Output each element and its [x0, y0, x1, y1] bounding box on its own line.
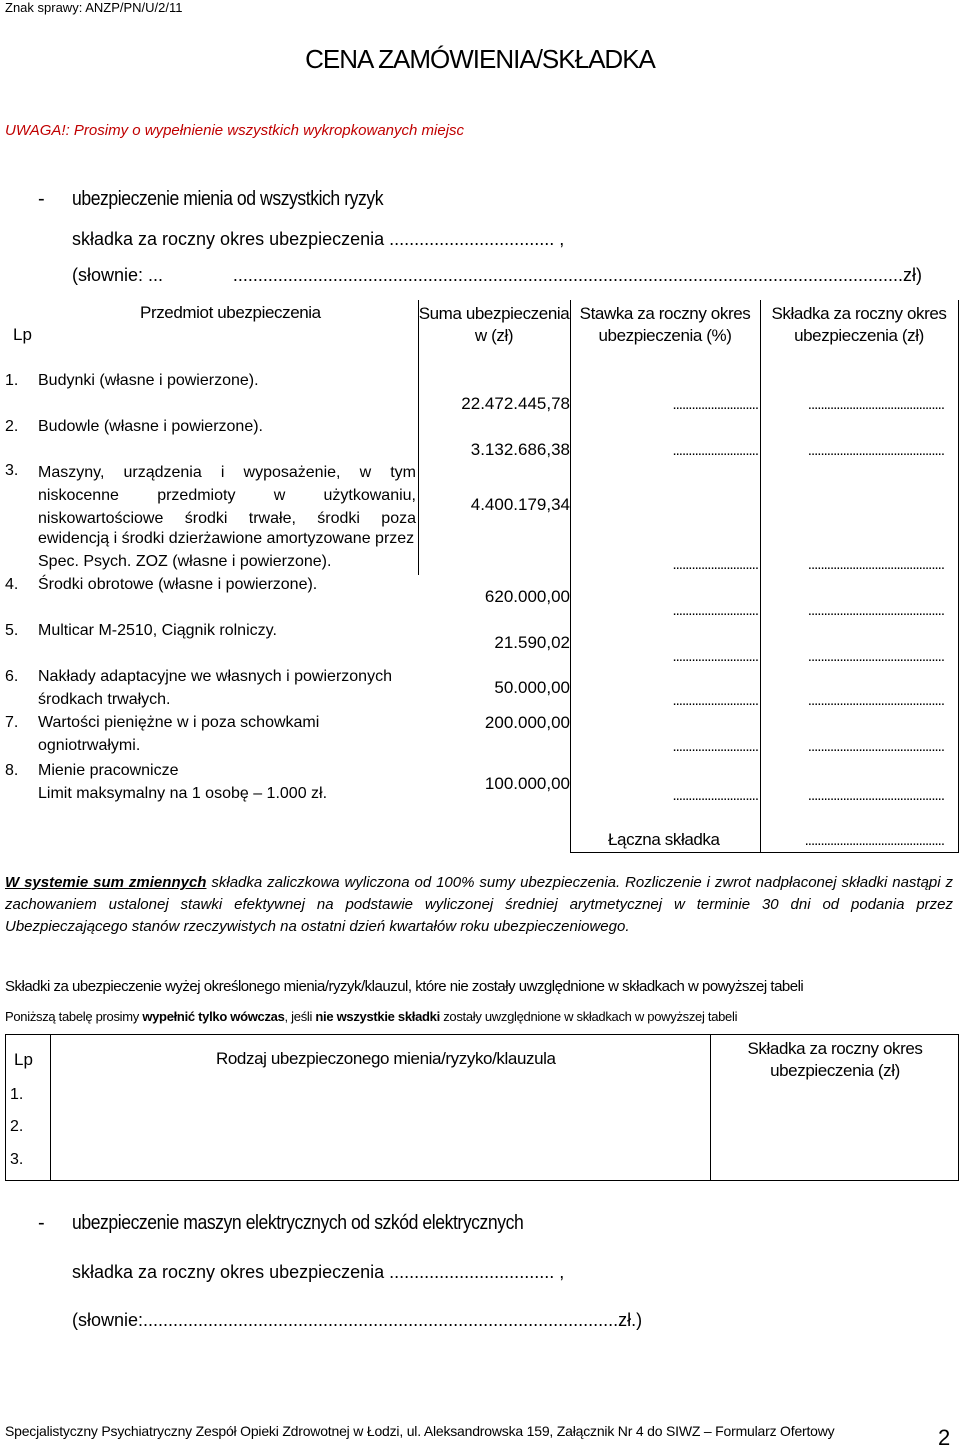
table-divider [760, 300, 761, 852]
total-premium-blank: ............................................ [804, 832, 944, 849]
row-rate-blank: ........................... [672, 648, 758, 665]
row-rate-blank: ........................... [672, 396, 758, 413]
row-sum: 100.000,00 [484, 774, 570, 793]
header-sum: Suma ubezpieczenia w (zł) [418, 304, 570, 345]
additional-premiums-heading: Składki za ubezpieczenie wyżej określonego mienia/ryzyk/klauzul, które nie zostały uwzględnione w składkach w powyższej tabeli [5, 978, 804, 995]
row-rate-blank: ........................... [672, 442, 758, 459]
row-subject: ewidencją i środki dzierżawione amortyzowane przez [38, 530, 415, 547]
row-premium-blank: ........................................... [807, 396, 944, 413]
row-subject: Mienie pracownicze [38, 762, 179, 779]
row-number: 3. [5, 462, 19, 479]
row-number: 8. [5, 762, 19, 779]
row-rate-blank: ........................... [672, 602, 758, 619]
row-premium-blank: ........................................... [807, 602, 944, 619]
row-number: 2. [5, 418, 19, 435]
row-subject: Multicar M-2510, Ciągnik rolniczy. [38, 622, 277, 639]
section1-heading: ubezpieczenie mienia od wszystkich ryzyk [72, 188, 384, 210]
row-sum: 22.472.445,78 [461, 394, 570, 413]
row-premium-blank: ........................................... [807, 738, 944, 755]
extra-header-lp: Lp [14, 1050, 33, 1069]
row-sum: 3.132.686,38 [470, 440, 570, 459]
row-subject: ogniotrwałymi. [38, 737, 141, 754]
header-rate: Stawka za roczny okres ubezpieczenia (%) [579, 304, 751, 345]
table-top-line [5, 1034, 959, 1035]
row-subject: niskocenne przedmioty w użytkowaniu, [38, 487, 416, 504]
table-divider [570, 300, 571, 852]
row-subject: środkach trwałych. [38, 691, 171, 708]
row-subject: Budowle (własne i powierzone). [38, 418, 263, 435]
row-subject: Budynki (własne i powierzone). [38, 372, 259, 389]
section1-words-start: (słownie: ... [72, 265, 164, 285]
header-subject: Przedmiot ubezpieczenia [140, 303, 321, 322]
row-sum: 4.400.179,34 [470, 495, 570, 514]
row-sum: 620.000,00 [484, 587, 570, 606]
row-subject: Środki obrotowe (własne i powierzone). [38, 576, 318, 593]
row-sum: 21.590,02 [494, 633, 570, 652]
warning-note: UWAGA!: Prosimy o wypełnienie wszystkich wykropkowanych miejsc [5, 122, 465, 139]
table-divider [5, 1034, 6, 1181]
additional-premiums-instruction: Poniższą tabelę prosimy wypełnić tylko wówczas, jeśli nie wszystkie składki zostały uwzględnione w składkach w powyższej tabeli [5, 1009, 738, 1024]
row-subject: Nakłady adaptacyjne we własnych i powierzonych [38, 668, 392, 685]
row-number: 1. [5, 372, 19, 389]
row-rate-blank: ........................... [672, 556, 758, 573]
section2-heading: ubezpieczenie maszyn elektrycznych od szkód elektrycznych [72, 1212, 524, 1234]
row-subject: Limit maksymalny na 1 osobę – 1.000 zł. [38, 785, 328, 802]
row-subject: niskowartościowe środki trwałe, środki poza [38, 510, 416, 527]
row-number: 6. [5, 668, 19, 685]
table-divider [958, 300, 959, 852]
row-rate-blank: ........................... [672, 787, 758, 804]
page-number: 2 [938, 1425, 951, 1450]
row-subject: Maszyny, urządzenia i wyposażenie, w tym [38, 464, 416, 481]
row-rate-blank: ........................... [672, 692, 758, 709]
extra-header-type: Rodzaj ubezpieczonego mienia/ryzyko/klauzula [216, 1049, 556, 1068]
row-premium-blank: ........................................... [807, 787, 944, 804]
section2-words-line: (słownie:...............................................................................................zł.) [72, 1310, 643, 1330]
table-divider [710, 1034, 711, 1181]
section1-bullet: - [38, 188, 45, 210]
row-sum: 200.000,00 [484, 713, 570, 732]
table-bottom-line [570, 852, 959, 853]
page-title: CENA ZAMÓWIENIA/SKŁADKA [305, 44, 655, 74]
section2-premium-line: składka za roczny okres ubezpieczenia ................................. , [72, 1262, 565, 1282]
total-premium-label: Łączna składka [608, 830, 720, 849]
extra-row-number: 3. [10, 1151, 24, 1168]
header-lp: Lp [13, 325, 32, 344]
row-premium-blank: ........................................... [807, 556, 944, 573]
row-sum: 50.000,00 [494, 678, 570, 697]
footer-text: Specjalistyczny Psychiatryczny Zespół Opieki Zdrowotnej w Łodzi, ul. Aleksandrowska 159, Załącznik Nr 4 do SIWZ – Formularz Ofertowy [5, 1423, 835, 1439]
table-divider [50, 1034, 51, 1181]
variable-sum-note: W systemie sum zmiennych składka zaliczkowa wyliczona od 100% sumy ubezpieczenia. Rozliczenie i zwrot nadpłaconej składki nastąpi z zachowaniem ustalonej stawki efektywnej na podstawie wyliczonej średniej arytmetycznej w terminie 30 dni od podania przez Ubezpieczającego stanów rzeczywistych na ostatni dzień kwartałów roku ubezpieczeniowego. [5, 874, 953, 935]
row-premium-blank: ........................................... [807, 648, 944, 665]
row-number: 5. [5, 622, 19, 639]
case-reference: Znak sprawy: ANZP/PN/U/2/11 [5, 0, 183, 15]
extra-row-number: 1. [10, 1086, 24, 1103]
header-premium: Składka za roczny okres ubezpieczenia (zł) [771, 304, 947, 345]
row-number: 4. [5, 576, 19, 593]
table-divider [958, 1034, 959, 1181]
row-premium-blank: ........................................... [807, 692, 944, 709]
row-subject: Spec. Psych. ZOZ (własne i powierzone). [38, 553, 332, 570]
row-number: 7. [5, 714, 19, 731]
row-subject: Wartości pieniężne w i poza schowkami [38, 714, 320, 731]
row-premium-blank: ........................................... [807, 442, 944, 459]
section1-premium-line: składka za roczny okres ubezpieczenia ................................. , [72, 229, 565, 249]
extra-row-number: 2. [10, 1118, 24, 1135]
extra-header-premium: Składka za roczny okres ubezpieczenia (zł) [747, 1039, 923, 1080]
table-bottom-line [5, 1180, 959, 1181]
section1-words-end: ......................................................................................................................................zł) [232, 265, 922, 285]
section2-bullet: - [38, 1212, 45, 1234]
row-rate-blank: ........................... [672, 738, 758, 755]
